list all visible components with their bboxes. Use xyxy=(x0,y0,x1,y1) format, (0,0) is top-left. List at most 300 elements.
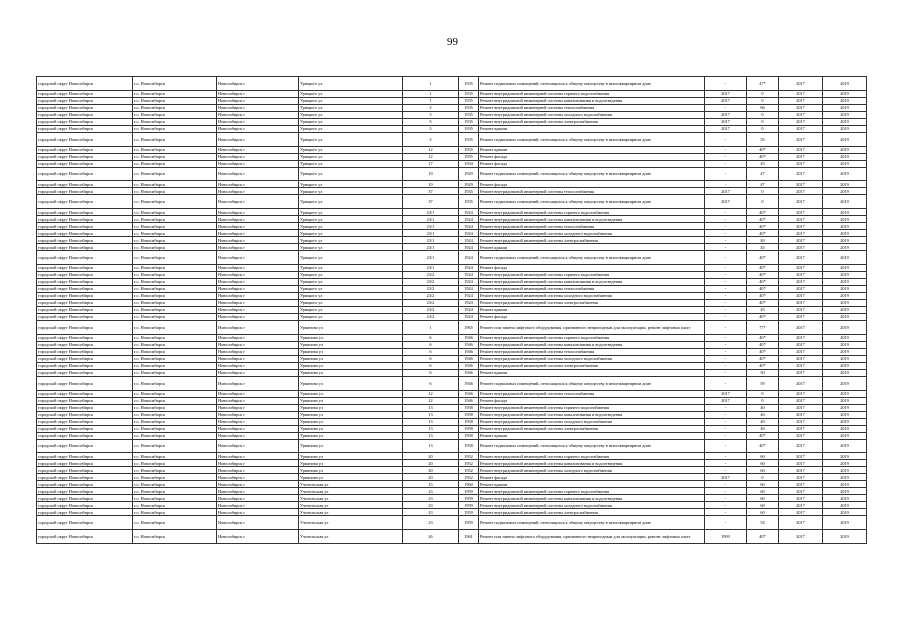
build-year-cell: 1935 xyxy=(459,195,479,209)
last-repair-year-cell: - xyxy=(705,146,747,153)
street-cell: Учительская ул xyxy=(299,509,403,516)
build-year-cell: 1959 xyxy=(459,488,479,495)
locality-cell: г.о. Новосибирск xyxy=(133,160,217,167)
house-number-cell: 23/1 xyxy=(403,223,459,230)
plan-start-year-cell: 2017 xyxy=(779,160,823,167)
locality-cell: г.о. Новосибирск xyxy=(133,146,217,153)
build-year-cell: 1946 xyxy=(459,397,479,404)
district-cell: городской округ Новосибирск xyxy=(37,502,133,509)
table-row xyxy=(37,334,867,341)
wear-percent-cell: 0 xyxy=(747,474,779,481)
locality-cell: г.о. Новосибирск xyxy=(133,369,217,376)
work-type-cell: Ремонт внутридомовой инженерной системы электроснабжения xyxy=(479,362,705,369)
plan-end-year-cell: 2019 xyxy=(823,516,867,530)
plan-start-year-cell: 2017 xyxy=(779,167,823,181)
plan-end-year-cell: 2019 xyxy=(823,292,867,299)
house-number-cell: 23/2 xyxy=(403,299,459,306)
street-cell: Урманова ул xyxy=(299,418,403,425)
last-repair-year-cell: - xyxy=(705,237,747,244)
house-number-cell: 13 xyxy=(403,432,459,439)
street-cell: Урицкого ул xyxy=(299,188,403,195)
work-type-cell: Ремонт внутридомовой инженерной системы канализования и водоотведения xyxy=(479,278,705,285)
build-year-cell: 1924 xyxy=(459,278,479,285)
street-cell: Урицкого ул xyxy=(299,97,403,104)
wear-percent-cell: 40* xyxy=(747,230,779,237)
build-year-cell: 1958 xyxy=(459,411,479,418)
locality-cell: г.о. Новосибирск xyxy=(133,341,217,348)
plan-start-year-cell: 2017 xyxy=(779,223,823,230)
city-cell: Новосибирск г xyxy=(217,285,299,292)
street-cell: Урицкого ул xyxy=(299,306,403,313)
locality-cell: г.о. Новосибирск xyxy=(133,502,217,509)
locality-cell: г.о. Новосибирск xyxy=(133,230,217,237)
house-number-cell: 23/1 xyxy=(403,251,459,265)
locality-cell: г.о. Новосибирск xyxy=(133,181,217,188)
district-cell: городской округ Новосибирск xyxy=(37,237,133,244)
work-type-cell: Ремонт или замена лифтового оборудования, признанного непригодным для эксплуатации, ремонт лифтовых шахт xyxy=(479,320,705,334)
work-type-cell: Ремонт внутридомовой инженерной системы канализования и водоотведения xyxy=(479,495,705,502)
house-number-cell: 23/1 xyxy=(403,264,459,271)
district-cell: городской округ Новосибирск xyxy=(37,348,133,355)
district-cell: городской округ Новосибирск xyxy=(37,355,133,362)
work-type-cell: Ремонт внутридомовой инженерной системы теплоснабжения xyxy=(479,390,705,397)
house-number-cell: 15 xyxy=(403,481,459,488)
wear-percent-cell: 40* xyxy=(747,362,779,369)
house-number-cell: 23/2 xyxy=(403,292,459,299)
table-row xyxy=(37,390,867,397)
last-repair-year-cell: - xyxy=(705,244,747,251)
house-number-cell: 6 xyxy=(403,369,459,376)
last-repair-year-cell: - xyxy=(705,299,747,306)
work-type-cell: Ремонт внутридомовой инженерной системы теплоснабжения xyxy=(479,348,705,355)
table-row xyxy=(37,264,867,271)
district-cell: городской округ Новосибирск xyxy=(37,362,133,369)
street-cell: Урицкого ул xyxy=(299,160,403,167)
table-row xyxy=(37,285,867,292)
plan-end-year-cell: 2019 xyxy=(823,530,867,544)
build-year-cell: 1946 xyxy=(459,348,479,355)
district-cell: городской округ Новосибирск xyxy=(37,474,133,481)
plan-end-year-cell: 2019 xyxy=(823,404,867,411)
table-row xyxy=(37,111,867,118)
district-cell: городской округ Новосибирск xyxy=(37,320,133,334)
plan-start-year-cell: 2017 xyxy=(779,418,823,425)
table-row xyxy=(37,90,867,97)
work-type-cell: Ремонт внутридомовой инженерной системы холодного водоснабжения xyxy=(479,292,705,299)
last-repair-year-cell: - xyxy=(705,341,747,348)
work-type-cell: Ремонт крыши xyxy=(479,432,705,439)
street-cell: Урицкого ул xyxy=(299,299,403,306)
city-cell: Новосибирск г xyxy=(217,432,299,439)
wear-percent-cell: 40* xyxy=(747,292,779,299)
plan-start-year-cell: 2017 xyxy=(779,439,823,453)
district-cell: городской округ Новосибирск xyxy=(37,125,133,132)
house-number-cell: 20 xyxy=(403,467,459,474)
work-type-cell: Ремонт внутридомовой инженерной системы горячего водоснабжения xyxy=(479,488,705,495)
house-number-cell: 23 xyxy=(403,495,459,502)
district-cell: городской округ Новосибирск xyxy=(37,509,133,516)
table-row xyxy=(37,97,867,104)
build-year-cell: 1946 xyxy=(459,390,479,397)
house-number-cell: 23 xyxy=(403,516,459,530)
city-cell: Новосибирск г xyxy=(217,320,299,334)
last-repair-year-cell: - xyxy=(705,230,747,237)
house-number-cell: 6 xyxy=(403,362,459,369)
plan-end-year-cell: 2019 xyxy=(823,348,867,355)
house-number-cell: 19 xyxy=(403,167,459,181)
street-cell: Учительская ул xyxy=(299,495,403,502)
wear-percent-cell: 40* xyxy=(747,216,779,223)
district-cell: городской округ Новосибирск xyxy=(37,292,133,299)
street-cell: Урицкого ул xyxy=(299,264,403,271)
build-year-cell: 1935 xyxy=(459,132,479,146)
build-year-cell: 1955 xyxy=(459,153,479,160)
plan-end-year-cell: 2019 xyxy=(823,313,867,320)
street-cell: Учительская ул xyxy=(299,488,403,495)
last-repair-year-cell: 1993 xyxy=(705,530,747,544)
district-cell: городской округ Новосибирск xyxy=(37,285,133,292)
plan-start-year-cell: 2017 xyxy=(779,348,823,355)
build-year-cell: 1952 xyxy=(459,474,479,481)
plan-start-year-cell: 2017 xyxy=(779,97,823,104)
locality-cell: г.о. Новосибирск xyxy=(133,474,217,481)
work-type-cell: Ремонт внутридомовой инженерной системы электроснабжения xyxy=(479,118,705,125)
last-repair-year-cell: - xyxy=(705,132,747,146)
wear-percent-cell: 60 xyxy=(747,460,779,467)
plan-end-year-cell: 2019 xyxy=(823,390,867,397)
plan-end-year-cell: 2019 xyxy=(823,362,867,369)
wear-percent-cell: 77* xyxy=(747,320,779,334)
build-year-cell: 1924 xyxy=(459,306,479,313)
build-year-cell: 1959 xyxy=(459,516,479,530)
district-cell: городской округ Новосибирск xyxy=(37,118,133,125)
plan-start-year-cell: 2017 xyxy=(779,111,823,118)
plan-start-year-cell: 2017 xyxy=(779,495,823,502)
plan-end-year-cell: 2019 xyxy=(823,474,867,481)
work-type-cell: Ремонт крыши xyxy=(479,146,705,153)
work-type-cell: Ремонт крыши xyxy=(479,481,705,488)
street-cell: Урицкого ул xyxy=(299,251,403,265)
plan-end-year-cell: 2019 xyxy=(823,230,867,237)
table-row xyxy=(37,432,867,439)
plan-start-year-cell: 2017 xyxy=(779,502,823,509)
build-year-cell: 1935 xyxy=(459,97,479,104)
page-number: 99 xyxy=(447,36,458,48)
plan-end-year-cell: 2019 xyxy=(823,251,867,265)
build-year-cell: 1924 xyxy=(459,230,479,237)
plan-end-year-cell: 2019 xyxy=(823,369,867,376)
table-row xyxy=(37,237,867,244)
plan-start-year-cell: 2017 xyxy=(779,453,823,460)
build-year-cell: 1958 xyxy=(459,439,479,453)
wear-percent-cell: 40 xyxy=(747,411,779,418)
street-cell: Урицкого ул xyxy=(299,285,403,292)
work-type-cell: Ремонт внутридомовой инженерной системы горячего водоснабжения xyxy=(479,90,705,97)
district-cell: городской округ Новосибирск xyxy=(37,467,133,474)
plan-end-year-cell: 2019 xyxy=(823,355,867,362)
locality-cell: г.о. Новосибирск xyxy=(133,313,217,320)
wear-percent-cell: 0 xyxy=(747,97,779,104)
build-year-cell: 1935 xyxy=(459,118,479,125)
city-cell: Новосибирск г xyxy=(217,306,299,313)
plan-end-year-cell: 2019 xyxy=(823,188,867,195)
last-repair-year-cell: - xyxy=(705,160,747,167)
last-repair-year-cell: - xyxy=(705,516,747,530)
street-cell: Урицкого ул xyxy=(299,167,403,181)
wear-percent-cell: 60 xyxy=(747,509,779,516)
wear-percent-cell: 40* xyxy=(747,153,779,160)
wear-percent-cell: 40* xyxy=(747,223,779,230)
build-year-cell: 1952 xyxy=(459,467,479,474)
table-row xyxy=(37,244,867,251)
house-number-cell: 23/1 xyxy=(403,237,459,244)
house-number-cell: 20 xyxy=(403,460,459,467)
build-year-cell: 1924 xyxy=(459,264,479,271)
wear-percent-cell: 40 xyxy=(747,237,779,244)
table-row xyxy=(37,181,867,188)
table-row xyxy=(37,153,867,160)
wear-percent-cell: 0 xyxy=(747,111,779,118)
wear-percent-cell: 40* xyxy=(747,209,779,216)
plan-start-year-cell: 2017 xyxy=(779,299,823,306)
plan-start-year-cell: 2017 xyxy=(779,181,823,188)
locality-cell: г.о. Новосибирск xyxy=(133,453,217,460)
table-row xyxy=(37,125,867,132)
wear-percent-cell: 54 xyxy=(747,516,779,530)
build-year-cell: 1946 xyxy=(459,369,479,376)
house-number-cell: 12 xyxy=(403,390,459,397)
last-repair-year-cell: - xyxy=(705,285,747,292)
house-number-cell: 23/2 xyxy=(403,306,459,313)
locality-cell: г.о. Новосибирск xyxy=(133,167,217,181)
wear-percent-cell: 0 xyxy=(747,195,779,209)
street-cell: Учительская ул xyxy=(299,481,403,488)
plan-start-year-cell: 2017 xyxy=(779,369,823,376)
table-row xyxy=(37,509,867,516)
street-cell: Урицкого ул xyxy=(299,104,403,111)
district-cell: городской округ Новосибирск xyxy=(37,181,133,188)
district-cell: городской округ Новосибирск xyxy=(37,369,133,376)
plan-end-year-cell: 2019 xyxy=(823,495,867,502)
wear-percent-cell: 60 xyxy=(747,495,779,502)
build-year-cell: 1946 xyxy=(459,341,479,348)
house-number-cell: 23/2 xyxy=(403,285,459,292)
street-cell: Урманова ул xyxy=(299,439,403,453)
last-repair-year-cell: - xyxy=(705,209,747,216)
city-cell: Новосибирск г xyxy=(217,425,299,432)
table-row xyxy=(37,362,867,369)
city-cell: Новосибирск г xyxy=(217,181,299,188)
work-type-cell: Ремонт внутридомовой инженерной системы горячего водоснабжения xyxy=(479,334,705,341)
locality-cell: г.о. Новосибирск xyxy=(133,516,217,530)
house-number-cell: 12 xyxy=(403,397,459,404)
last-repair-year-cell: 2017 xyxy=(705,390,747,397)
work-type-cell: Ремонт внутридомовой инженерной системы теплоснабжения xyxy=(479,223,705,230)
plan-start-year-cell: 2017 xyxy=(779,237,823,244)
table-row xyxy=(37,369,867,376)
house-number-cell: 20 xyxy=(403,453,459,460)
street-cell: Урицкого ул xyxy=(299,278,403,285)
last-repair-year-cell: 2017 xyxy=(705,97,747,104)
district-cell: городской округ Новосибирск xyxy=(37,104,133,111)
plan-start-year-cell: 2017 xyxy=(779,341,823,348)
plan-end-year-cell: 2019 xyxy=(823,460,867,467)
wear-percent-cell: 47* xyxy=(747,77,779,91)
table-row xyxy=(37,209,867,216)
district-cell: городской округ Новосибирск xyxy=(37,481,133,488)
table-row xyxy=(37,439,867,453)
house-number-cell: 3 xyxy=(403,125,459,132)
last-repair-year-cell: - xyxy=(705,223,747,230)
work-type-cell: Ремонт фасада xyxy=(479,160,705,167)
work-type-cell: Ремонт фасада xyxy=(479,153,705,160)
locality-cell: г.о. Новосибирск xyxy=(133,439,217,453)
work-type-cell: Ремонт внутридомовой инженерной системы электроснабжения xyxy=(479,237,705,244)
last-repair-year-cell: - xyxy=(705,460,747,467)
street-cell: Учительская ул xyxy=(299,516,403,530)
locality-cell: г.о. Новосибирск xyxy=(133,488,217,495)
build-year-cell: 1935 xyxy=(459,125,479,132)
district-cell: городской округ Новосибирск xyxy=(37,216,133,223)
locality-cell: г.о. Новосибирск xyxy=(133,509,217,516)
build-year-cell: 1952 xyxy=(459,453,479,460)
locality-cell: г.о. Новосибирск xyxy=(133,390,217,397)
wear-percent-cell: 0 xyxy=(747,90,779,97)
build-year-cell: 1924 xyxy=(459,244,479,251)
city-cell: Новосибирск г xyxy=(217,467,299,474)
plan-end-year-cell: 2019 xyxy=(823,160,867,167)
locality-cell: г.о. Новосибирск xyxy=(133,292,217,299)
plan-end-year-cell: 2019 xyxy=(823,418,867,425)
locality-cell: г.о. Новосибирск xyxy=(133,188,217,195)
last-repair-year-cell: - xyxy=(705,453,747,460)
plan-start-year-cell: 2017 xyxy=(779,320,823,334)
city-cell: Новосибирск г xyxy=(217,160,299,167)
build-year-cell: 1935 xyxy=(459,188,479,195)
city-cell: Новосибирск г xyxy=(217,516,299,530)
street-cell: Урманова ул xyxy=(299,320,403,334)
last-repair-year-cell: - xyxy=(705,167,747,181)
table-row xyxy=(37,306,867,313)
plan-end-year-cell: 2019 xyxy=(823,397,867,404)
district-cell: городской округ Новосибирск xyxy=(37,90,133,97)
table-row xyxy=(37,411,867,418)
build-year-cell: 1955 xyxy=(459,146,479,153)
table-row xyxy=(37,271,867,278)
house-number-cell: 13 xyxy=(403,404,459,411)
city-cell: Новосибирск г xyxy=(217,292,299,299)
district-cell: городской округ Новосибирск xyxy=(37,439,133,453)
work-type-cell: Ремонт подвальных помещений, относящихся к общему имуществу в многоквартирном доме xyxy=(479,439,705,453)
plan-end-year-cell: 2019 xyxy=(823,244,867,251)
street-cell: Урманова ул xyxy=(299,474,403,481)
last-repair-year-cell: - xyxy=(705,439,747,453)
table-row xyxy=(37,516,867,530)
plan-start-year-cell: 2017 xyxy=(779,355,823,362)
district-cell: городской округ Новосибирск xyxy=(37,153,133,160)
plan-end-year-cell: 2019 xyxy=(823,118,867,125)
work-type-cell: Ремонт крыши xyxy=(479,125,705,132)
district-cell: городской округ Новосибирск xyxy=(37,299,133,306)
table-row xyxy=(37,474,867,481)
last-repair-year-cell: - xyxy=(705,495,747,502)
wear-percent-cell: 0 xyxy=(747,118,779,125)
house-number-cell: 6 xyxy=(403,341,459,348)
house-number-cell: 20 xyxy=(403,474,459,481)
district-cell: городской округ Новосибирск xyxy=(37,530,133,544)
district-cell: городской округ Новосибирск xyxy=(37,111,133,118)
locality-cell: г.о. Новосибирск xyxy=(133,425,217,432)
city-cell: Новосибирск г xyxy=(217,167,299,181)
street-cell: Урманова ул xyxy=(299,425,403,432)
plan-start-year-cell: 2017 xyxy=(779,230,823,237)
street-cell: Урицкого ул xyxy=(299,118,403,125)
city-cell: Новосибирск г xyxy=(217,223,299,230)
plan-end-year-cell: 2019 xyxy=(823,467,867,474)
plan-start-year-cell: 2017 xyxy=(779,313,823,320)
work-type-cell: Ремонт фасада xyxy=(479,397,705,404)
build-year-cell: 1946 xyxy=(459,362,479,369)
last-repair-year-cell: - xyxy=(705,181,747,188)
work-type-cell: Ремонт внутридомовой инженерной системы теплоснабжения xyxy=(479,188,705,195)
house-number-cell: 23/1 xyxy=(403,244,459,251)
work-type-cell: Ремонт внутридомовой инженерной системы горячего водоснабжения xyxy=(479,453,705,460)
plan-start-year-cell: 2017 xyxy=(779,118,823,125)
locality-cell: г.о. Новосибирск xyxy=(133,481,217,488)
last-repair-year-cell: - xyxy=(705,306,747,313)
district-cell: городской округ Новосибирск xyxy=(37,264,133,271)
work-type-cell: Ремонт подвальных помещений, относящихся к общему имуществу в многоквартирном доме xyxy=(479,251,705,265)
wear-percent-cell: 45 xyxy=(747,244,779,251)
city-cell: Новосибирск г xyxy=(217,230,299,237)
plan-start-year-cell: 2017 xyxy=(779,481,823,488)
plan-end-year-cell: 2019 xyxy=(823,97,867,104)
table-row xyxy=(37,530,867,544)
build-year-cell: 1934 xyxy=(459,160,479,167)
work-type-cell: Ремонт внутридомовой инженерной системы горячего водоснабжения xyxy=(479,209,705,216)
wear-percent-cell: 45 xyxy=(747,306,779,313)
wear-percent-cell: 40* xyxy=(747,313,779,320)
plan-start-year-cell: 2017 xyxy=(779,460,823,467)
wear-percent-cell: 0 xyxy=(747,397,779,404)
repair-schedule-table xyxy=(36,76,867,544)
plan-end-year-cell: 2019 xyxy=(823,153,867,160)
district-cell: городской округ Новосибирск xyxy=(37,495,133,502)
wear-percent-cell: 40 xyxy=(747,425,779,432)
locality-cell: г.о. Новосибирск xyxy=(133,432,217,439)
house-number-cell: 13 xyxy=(403,411,459,418)
build-year-cell: 1929 xyxy=(459,167,479,181)
city-cell: Новосибирск г xyxy=(217,390,299,397)
last-repair-year-cell: - xyxy=(705,481,747,488)
work-type-cell: Ремонт внутридомовой инженерной системы канализования и водоотведения xyxy=(479,341,705,348)
district-cell: городской округ Новосибирск xyxy=(37,132,133,146)
wear-percent-cell: 59 xyxy=(747,376,779,390)
build-year-cell: 1924 xyxy=(459,237,479,244)
last-repair-year-cell: - xyxy=(705,104,747,111)
last-repair-year-cell: - xyxy=(705,467,747,474)
city-cell: Новосибирск г xyxy=(217,216,299,223)
work-type-cell: Ремонт крыши xyxy=(479,306,705,313)
last-repair-year-cell: - xyxy=(705,264,747,271)
work-type-cell: Ремонт внутридомовой инженерной системы электроснабжения xyxy=(479,299,705,306)
locality-cell: г.о. Новосибирск xyxy=(133,153,217,160)
plan-end-year-cell: 2019 xyxy=(823,278,867,285)
street-cell: Урманова ул xyxy=(299,397,403,404)
plan-start-year-cell: 2017 xyxy=(779,516,823,530)
wear-percent-cell: 40* xyxy=(747,334,779,341)
plan-start-year-cell: 2017 xyxy=(779,404,823,411)
